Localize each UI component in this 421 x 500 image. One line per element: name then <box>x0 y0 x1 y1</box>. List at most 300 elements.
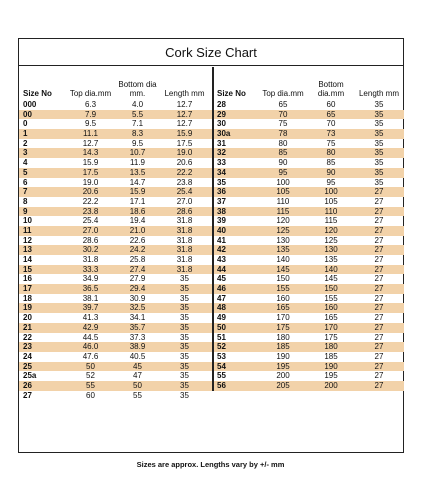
top-dia-cell: 78 <box>278 129 288 139</box>
size-no-cell: 2 <box>23 138 28 148</box>
bottom-dia-cell: 15.9 <box>129 187 146 197</box>
table-row <box>214 313 404 323</box>
length-cell: 22.2 <box>176 167 193 177</box>
top-dia-cell: 70 <box>278 109 288 119</box>
size-no-cell: 16 <box>23 274 32 284</box>
table-row <box>19 313 212 323</box>
top-dia-cell: 180 <box>276 332 290 342</box>
bottom-dia-cell: 190 <box>324 361 338 371</box>
length-cell: 27 <box>374 264 384 274</box>
size-no-cell: 30 <box>217 119 226 129</box>
length-cell: 35 <box>180 274 189 284</box>
table-row <box>214 333 404 343</box>
table-row <box>214 168 404 178</box>
table-row <box>214 158 404 168</box>
table-row <box>214 323 404 333</box>
size-no-cell: 30a <box>217 129 231 139</box>
table-row <box>214 362 404 372</box>
length-cell: 35 <box>180 293 189 303</box>
size-no-cell: 0 <box>23 119 28 129</box>
top-dia-cell: 65 <box>278 100 288 109</box>
top-dia-cell: 170 <box>276 313 290 323</box>
table-row <box>214 100 404 110</box>
size-no-cell: 55 <box>217 371 226 381</box>
length-cell: 27 <box>374 351 384 361</box>
table-row <box>214 129 404 139</box>
table-row <box>19 129 212 139</box>
top-dia-cell: 75 <box>278 119 288 129</box>
size-no-cell: 21 <box>23 322 32 332</box>
length-cell: 12.7 <box>176 100 193 109</box>
size-no-cell: 10 <box>23 216 32 226</box>
table-row <box>214 197 404 207</box>
bottom-dia-cell: 135 <box>324 255 338 264</box>
bottom-dia-cell: 21.0 <box>129 225 146 235</box>
top-dia-cell: 11.1 <box>83 129 98 139</box>
bottom-dia-cell: 105 <box>324 196 338 206</box>
bottom-dia-cell: 40.5 <box>129 351 146 361</box>
table-row <box>214 265 404 275</box>
table-row <box>19 362 212 372</box>
size-no-cell: 41 <box>217 235 226 245</box>
table-row <box>19 352 212 362</box>
header-length: Length mm <box>164 89 205 98</box>
length-cell: 15.9 <box>176 129 193 139</box>
length-cell: 27 <box>374 206 384 216</box>
bottom-dia-cell: 195 <box>324 371 338 381</box>
bottom-dia-cell: 13.5 <box>129 167 146 177</box>
top-dia-cell: 165 <box>276 303 290 313</box>
bottom-dia-cell: 140 <box>324 264 338 274</box>
top-dia-cell: 6.3 <box>84 100 97 109</box>
top-dia-cell: 52 <box>86 371 95 381</box>
top-dia-cell: 60 <box>86 390 95 400</box>
size-no-cell: 6 <box>23 177 28 187</box>
bottom-dia-cell: 130 <box>324 245 338 255</box>
table-row <box>19 255 212 265</box>
table-row <box>214 236 404 246</box>
right-header-row <box>214 67 404 100</box>
bottom-dia-cell: 37.3 <box>129 332 146 342</box>
length-cell: 35 <box>374 109 384 119</box>
top-dia-cell: 19.0 <box>82 177 99 187</box>
bottom-dia-cell: 11.9 <box>130 158 145 168</box>
top-dia-cell: 145 <box>276 264 290 274</box>
bottom-dia-cell: 150 <box>324 284 338 294</box>
table-row <box>19 110 212 120</box>
bottom-dia-cell: 32.5 <box>129 303 146 313</box>
size-no-cell: 22 <box>23 332 32 342</box>
size-no-cell: 46 <box>217 284 226 294</box>
table-row <box>19 381 212 391</box>
table-row <box>19 168 212 178</box>
length-cell: 35 <box>180 342 189 352</box>
top-dia-cell: 14.3 <box>82 148 99 158</box>
left-header-row <box>19 67 212 100</box>
size-no-cell: 4 <box>23 158 28 168</box>
size-no-cell: 000 <box>23 100 37 109</box>
size-no-cell: 37 <box>217 196 226 206</box>
length-cell: 27 <box>374 332 384 342</box>
top-dia-cell: 80 <box>278 138 288 148</box>
left-table <box>19 67 212 400</box>
length-cell: 35 <box>374 167 384 177</box>
size-no-cell: 14 <box>23 255 32 264</box>
bottom-dia-cell: 110 <box>324 206 338 216</box>
length-cell: 31.8 <box>176 216 193 226</box>
table-row <box>19 100 212 110</box>
top-dia-cell: 25.4 <box>82 216 99 226</box>
top-dia-cell: 31.8 <box>82 255 99 264</box>
bottom-dia-cell: 170 <box>324 322 338 332</box>
bottom-dia-cell: 55 <box>133 390 142 400</box>
bottom-dia-cell: 75 <box>326 138 336 148</box>
table-row <box>214 245 404 255</box>
length-cell: 27 <box>374 361 384 371</box>
size-no-cell: 7 <box>23 187 28 197</box>
bottom-dia-cell: 22.6 <box>129 235 146 245</box>
table-row <box>214 187 404 197</box>
top-dia-cell: 125 <box>276 225 290 235</box>
bottom-dia-cell: 27.4 <box>129 264 146 274</box>
header-bottom-dia: Bottom dia mm. <box>118 80 157 98</box>
right-table-body <box>214 100 404 391</box>
table-row <box>19 391 212 401</box>
length-cell: 19.0 <box>176 148 193 158</box>
bottom-dia-cell: 165 <box>324 313 338 323</box>
top-dia-cell: 175 <box>276 322 290 332</box>
size-no-cell: 42 <box>217 245 226 255</box>
length-cell: 27 <box>374 342 384 352</box>
table-row <box>19 216 212 226</box>
bottom-dia-cell: 19.4 <box>129 216 146 226</box>
top-dia-cell: 110 <box>276 196 290 206</box>
bottom-dia-cell: 47 <box>133 371 142 381</box>
length-cell: 31.8 <box>176 245 193 255</box>
top-dia-cell: 160 <box>276 293 290 303</box>
table-row <box>19 323 212 333</box>
bottom-dia-cell: 9.5 <box>131 138 144 148</box>
bottom-dia-cell: 120 <box>324 225 338 235</box>
top-dia-cell: 195 <box>276 361 290 371</box>
top-dia-cell: 30.2 <box>82 245 99 255</box>
length-cell: 27.0 <box>176 196 193 206</box>
top-dia-cell: 150 <box>276 274 290 284</box>
length-cell: 35 <box>180 284 189 294</box>
table-row <box>19 294 212 304</box>
table-row <box>214 303 404 313</box>
size-no-cell: 43 <box>217 255 226 264</box>
size-no-cell: 12 <box>23 235 32 245</box>
table-row <box>19 187 212 197</box>
length-cell: 35 <box>180 313 189 323</box>
length-cell: 23.8 <box>176 177 193 187</box>
table-row <box>214 371 404 381</box>
size-no-cell: 25a <box>23 371 37 381</box>
bottom-dia-cell: 10.7 <box>129 148 146 158</box>
length-cell: 27 <box>374 293 384 303</box>
length-cell: 31.8 <box>176 264 193 274</box>
bottom-dia-cell: 27.9 <box>129 274 146 284</box>
bottom-dia-cell: 24.2 <box>129 245 146 255</box>
cork-size-chart <box>18 38 404 453</box>
table-row <box>19 274 212 284</box>
top-dia-cell: 44.5 <box>82 332 99 342</box>
bottom-dia-cell: 80 <box>326 148 336 158</box>
top-dia-cell: 95 <box>278 167 288 177</box>
top-dia-cell: 130 <box>276 235 290 245</box>
size-no-cell: 39 <box>217 216 226 226</box>
length-cell: 35 <box>374 119 384 129</box>
header-top-dia: Top dia.mm <box>69 89 112 98</box>
top-dia-cell: 90 <box>278 158 288 168</box>
size-no-cell: 45 <box>217 274 226 284</box>
size-no-cell: 1 <box>23 129 28 139</box>
table-row <box>214 226 404 236</box>
top-dia-cell: 85 <box>278 148 288 158</box>
top-dia-cell: 22.2 <box>82 196 99 206</box>
size-no-cell: 26 <box>23 380 32 390</box>
length-cell: 35 <box>374 138 384 148</box>
header-size-no: Size No <box>23 89 52 98</box>
bottom-dia-cell: 17.1 <box>129 196 146 206</box>
table-row <box>19 284 212 294</box>
size-no-cell: 8 <box>23 196 28 206</box>
length-cell: 20.6 <box>176 158 193 168</box>
length-cell: 27 <box>374 255 384 264</box>
bottom-dia-cell: 7.1 <box>131 119 144 129</box>
length-cell: 35 <box>180 390 189 400</box>
table-row <box>214 381 404 391</box>
size-no-cell: 25 <box>23 361 32 371</box>
table-row <box>19 371 212 381</box>
size-no-cell: 27 <box>23 390 32 400</box>
chart-title: Cork Size Chart <box>19 39 403 66</box>
top-dia-cell: 100 <box>276 177 290 187</box>
size-no-cell: 33 <box>217 158 226 168</box>
size-no-cell: 15 <box>23 264 32 274</box>
table-row <box>19 197 212 207</box>
top-dia-cell: 105 <box>276 187 290 197</box>
top-dia-cell: 7.9 <box>84 109 97 119</box>
length-cell: 27 <box>374 284 384 294</box>
size-no-cell: 00 <box>23 109 32 119</box>
size-no-cell: 48 <box>217 303 226 313</box>
size-no-cell: 19 <box>23 303 32 313</box>
top-dia-cell: 47.6 <box>82 351 99 361</box>
top-dia-cell: 205 <box>276 380 290 390</box>
bottom-dia-cell: 25.8 <box>129 255 146 264</box>
size-no-cell: 20 <box>23 313 32 323</box>
bottom-dia-cell: 30.9 <box>129 293 146 303</box>
table-row <box>214 255 404 265</box>
table-row <box>19 158 212 168</box>
length-cell: 27 <box>374 235 384 245</box>
length-cell: 35 <box>180 361 189 371</box>
length-cell: 35 <box>180 351 189 361</box>
length-cell: 35 <box>374 158 384 168</box>
length-cell: 35 <box>180 322 189 332</box>
top-dia-cell: 34.9 <box>82 274 99 284</box>
size-no-cell: 31 <box>217 138 226 148</box>
bottom-dia-cell: 5.5 <box>131 109 144 119</box>
size-no-cell: 52 <box>217 342 226 352</box>
table-row <box>214 342 404 352</box>
length-cell: 35 <box>180 303 189 313</box>
bottom-dia-cell: 29.4 <box>129 284 146 294</box>
top-dia-cell: 46.0 <box>82 342 99 352</box>
length-cell: 27 <box>374 380 384 390</box>
bottom-dia-cell: 100 <box>324 187 338 197</box>
size-no-cell: 11 <box>23 225 32 235</box>
bottom-dia-cell: 70 <box>326 119 336 129</box>
size-no-cell: 32 <box>217 148 226 158</box>
bottom-dia-cell: 73 <box>326 129 336 139</box>
length-cell: 12.7 <box>176 119 193 129</box>
size-no-cell: 38 <box>217 206 226 216</box>
bottom-dia-cell: 160 <box>324 303 338 313</box>
bottom-dia-cell: 95 <box>326 177 336 187</box>
top-dia-cell: 41.3 <box>82 313 99 323</box>
top-dia-cell: 33.3 <box>82 264 99 274</box>
size-no-cell: 54 <box>217 361 226 371</box>
bottom-dia-cell: 85 <box>326 158 336 168</box>
top-dia-cell: 135 <box>276 245 290 255</box>
left-table-body <box>19 100 212 400</box>
size-no-cell: 49 <box>217 313 226 323</box>
length-cell: 27 <box>374 187 384 197</box>
top-dia-cell: 28.6 <box>82 235 99 245</box>
top-dia-cell: 120 <box>276 216 290 226</box>
table-row <box>19 265 212 275</box>
table-row <box>19 342 212 352</box>
table-row <box>19 333 212 343</box>
length-cell: 27 <box>374 196 384 206</box>
length-cell: 27 <box>374 322 384 332</box>
bottom-dia-cell: 4.0 <box>131 100 144 109</box>
size-no-cell: 28 <box>217 100 226 109</box>
table-row <box>19 178 212 188</box>
table-row <box>214 139 404 149</box>
top-dia-cell: 17.5 <box>82 167 99 177</box>
bottom-dia-cell: 185 <box>324 351 338 361</box>
top-dia-cell: 15.9 <box>82 158 99 168</box>
top-dia-cell: 50 <box>86 361 95 371</box>
length-cell: 35 <box>180 380 189 390</box>
table-row <box>214 216 404 226</box>
bottom-dia-cell: 14.7 <box>129 177 146 187</box>
bottom-dia-cell: 8.3 <box>131 129 144 139</box>
bottom-dia-cell: 115 <box>324 216 338 226</box>
table-row <box>214 178 404 188</box>
size-no-cell: 23 <box>23 342 32 352</box>
top-dia-cell: 140 <box>276 255 290 264</box>
top-dia-cell: 9.5 <box>84 119 97 129</box>
length-cell: 27 <box>374 216 384 226</box>
top-dia-cell: 55 <box>86 380 95 390</box>
right-table <box>212 67 404 391</box>
length-cell: 28.6 <box>176 206 193 216</box>
size-no-cell: 47 <box>217 293 226 303</box>
bottom-dia-cell: 65 <box>326 109 336 119</box>
top-dia-cell: 115 <box>276 206 290 216</box>
table-row <box>19 207 212 217</box>
top-dia-cell: 185 <box>276 342 290 352</box>
size-no-cell: 50 <box>217 322 226 332</box>
table-row <box>19 139 212 149</box>
bottom-dia-cell: 200 <box>324 380 338 390</box>
length-cell: 27 <box>374 303 384 313</box>
table-row <box>214 148 404 158</box>
top-dia-cell: 36.5 <box>82 284 99 294</box>
bottom-dia-cell: 38.9 <box>129 342 146 352</box>
bottom-dia-cell: 175 <box>324 332 338 342</box>
bottom-dia-cell: 45 <box>133 361 142 371</box>
length-cell: 27 <box>374 225 384 235</box>
length-cell: 35 <box>374 177 384 187</box>
size-no-cell: 56 <box>217 380 226 390</box>
bottom-dia-cell: 90 <box>326 167 336 177</box>
header-length: Length mm <box>358 89 400 98</box>
size-no-cell: 44 <box>217 264 226 274</box>
bottom-dia-cell: 180 <box>324 342 338 352</box>
length-cell: 12.7 <box>176 109 193 119</box>
top-dia-cell: 23.8 <box>82 206 99 216</box>
size-no-cell: 24 <box>23 351 32 361</box>
length-cell: 31.8 <box>176 235 193 245</box>
length-cell: 27 <box>374 313 384 323</box>
table-row <box>19 236 212 246</box>
length-cell: 17.5 <box>176 138 193 148</box>
bottom-dia-cell: 60 <box>326 100 336 109</box>
length-cell: 27 <box>374 274 384 284</box>
table-row <box>214 294 404 304</box>
bottom-dia-cell: 145 <box>324 274 338 284</box>
table-row <box>214 284 404 294</box>
header-size-no: Size No <box>217 89 246 98</box>
size-no-cell: 51 <box>217 332 226 342</box>
size-no-cell: 35 <box>217 177 226 187</box>
table-row <box>214 274 404 284</box>
top-dia-cell: 12.7 <box>82 138 99 148</box>
table-row <box>214 352 404 362</box>
table-row <box>19 148 212 158</box>
table-row <box>19 303 212 313</box>
size-no-cell: 18 <box>23 293 32 303</box>
top-dia-cell: 20.6 <box>82 187 99 197</box>
top-dia-cell: 38.1 <box>82 293 99 303</box>
bottom-dia-cell: 34.1 <box>129 313 146 323</box>
table-row <box>214 207 404 217</box>
table-row <box>214 110 404 120</box>
size-no-cell: 3 <box>23 148 28 158</box>
length-cell: 35 <box>180 332 189 342</box>
size-no-cell: 34 <box>217 167 226 177</box>
top-dia-cell: 39.7 <box>82 303 99 313</box>
top-dia-cell: 42.9 <box>82 322 99 332</box>
top-dia-cell: 190 <box>276 351 290 361</box>
length-cell: 35 <box>374 100 384 109</box>
length-cell: 31.8 <box>176 255 193 264</box>
table-row <box>214 119 404 129</box>
top-dia-cell: 200 <box>276 371 290 381</box>
size-no-cell: 17 <box>23 284 32 294</box>
table-row <box>19 119 212 129</box>
size-no-cell: 9 <box>23 206 28 216</box>
bottom-dia-cell: 35.7 <box>129 322 146 332</box>
table-row <box>19 226 212 236</box>
size-no-cell: 36 <box>217 187 226 197</box>
